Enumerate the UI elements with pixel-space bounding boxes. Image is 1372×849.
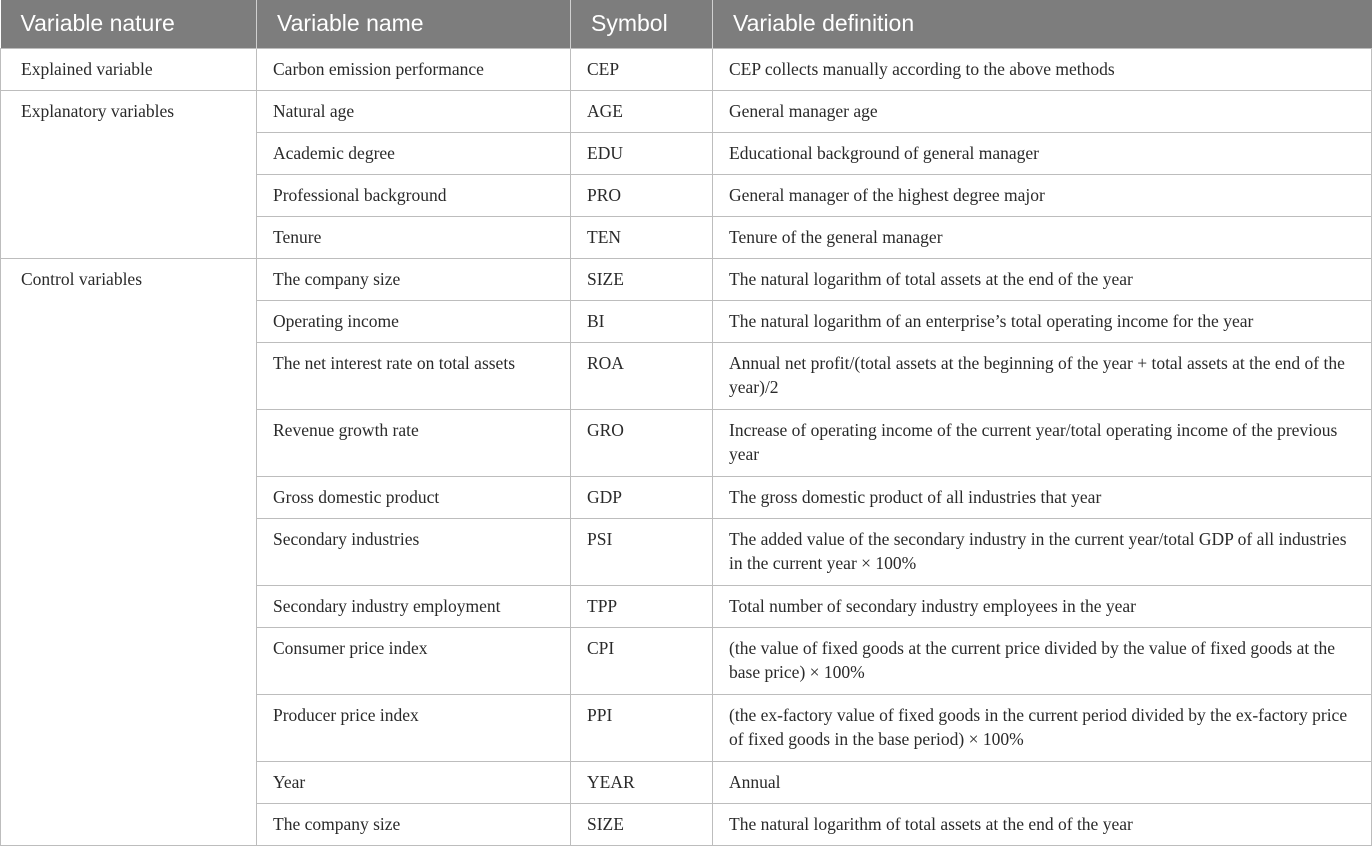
variable-definition: Tenure of the general manager [713, 216, 1372, 258]
variable-definition: CEP collects manually according to the above methods [713, 48, 1372, 90]
variable-definition: The natural logarithm of total assets at the end of the year [713, 803, 1372, 845]
variable-symbol: AGE [571, 90, 713, 132]
variable-name: Academic degree [257, 132, 571, 174]
variable-name: Year [257, 761, 571, 803]
variable-definition: The gross domestic product of all industries that year [713, 476, 1372, 518]
header-variable-name: Variable name [257, 0, 571, 48]
group-explained: Explained variable [1, 48, 257, 90]
variable-name: Producer price index [257, 694, 571, 761]
variable-symbol: TPP [571, 585, 713, 627]
variable-name: The company size [257, 258, 571, 300]
group-control: Control variables [1, 258, 257, 845]
variable-definition: Educational background of general manager [713, 132, 1372, 174]
variable-name: The net interest rate on total assets [257, 342, 571, 409]
variable-symbol: PPI [571, 694, 713, 761]
variable-name: Revenue growth rate [257, 409, 571, 476]
variable-symbol: SIZE [571, 258, 713, 300]
variable-symbol: PRO [571, 174, 713, 216]
variable-name: Consumer price index [257, 627, 571, 694]
variable-name: Natural age [257, 90, 571, 132]
variable-symbol: CEP [571, 48, 713, 90]
variable-symbol: CPI [571, 627, 713, 694]
variable-definition: Annual net profit/(total assets at the beginning of the year + total assets at the end of the year)/2 [713, 342, 1372, 409]
header-variable-definition: Variable definition [713, 0, 1372, 48]
variable-definition: Annual [713, 761, 1372, 803]
group-explanatory: Explanatory variables [1, 90, 257, 258]
variable-definition: Total number of secondary industry employees in the year [713, 585, 1372, 627]
variable-name: The company size [257, 803, 571, 845]
variable-name: Gross domestic product [257, 476, 571, 518]
variable-name: Secondary industries [257, 518, 571, 585]
variable-definition: The added value of the secondary industry in the current year/total GDP of all industries in the current year × 100% [713, 518, 1372, 585]
variable-name: Carbon emission performance [257, 48, 571, 90]
variable-name: Professional background [257, 174, 571, 216]
variable-definition: General manager of the highest degree major [713, 174, 1372, 216]
variable-symbol: EDU [571, 132, 713, 174]
variable-symbol: GDP [571, 476, 713, 518]
variable-symbol: SIZE [571, 803, 713, 845]
header-variable-nature: Variable nature [1, 0, 257, 48]
variable-symbol: YEAR [571, 761, 713, 803]
variable-symbol: ROA [571, 342, 713, 409]
variable-definition: (the value of fixed goods at the current price divided by the value of fixed goods at the base price) × 100% [713, 627, 1372, 694]
header-row [1, 0, 1372, 48]
table-row [1, 48, 1372, 90]
header-symbol: Symbol [571, 0, 713, 48]
variable-definition: The natural logarithm of total assets at the end of the year [713, 258, 1372, 300]
variable-symbol: PSI [571, 518, 713, 585]
variable-definition: The natural logarithm of an enterprise’s total operating income for the year [713, 300, 1372, 342]
variable-definition: Increase of operating income of the current year/total operating income of the previous year [713, 409, 1372, 476]
variable-symbol: GRO [571, 409, 713, 476]
variable-name: Operating income [257, 300, 571, 342]
variable-definition: (the ex-factory value of fixed goods in the current period divided by the ex-factory price of fixed goods in the base period) × 100% [713, 694, 1372, 761]
table-row [1, 258, 1372, 300]
variable-symbol: TEN [571, 216, 713, 258]
variable-name: Secondary industry employment [257, 585, 571, 627]
variable-symbol: BI [571, 300, 713, 342]
variable-definition: General manager age [713, 90, 1372, 132]
variable-name: Tenure [257, 216, 571, 258]
table-row [1, 90, 1372, 132]
